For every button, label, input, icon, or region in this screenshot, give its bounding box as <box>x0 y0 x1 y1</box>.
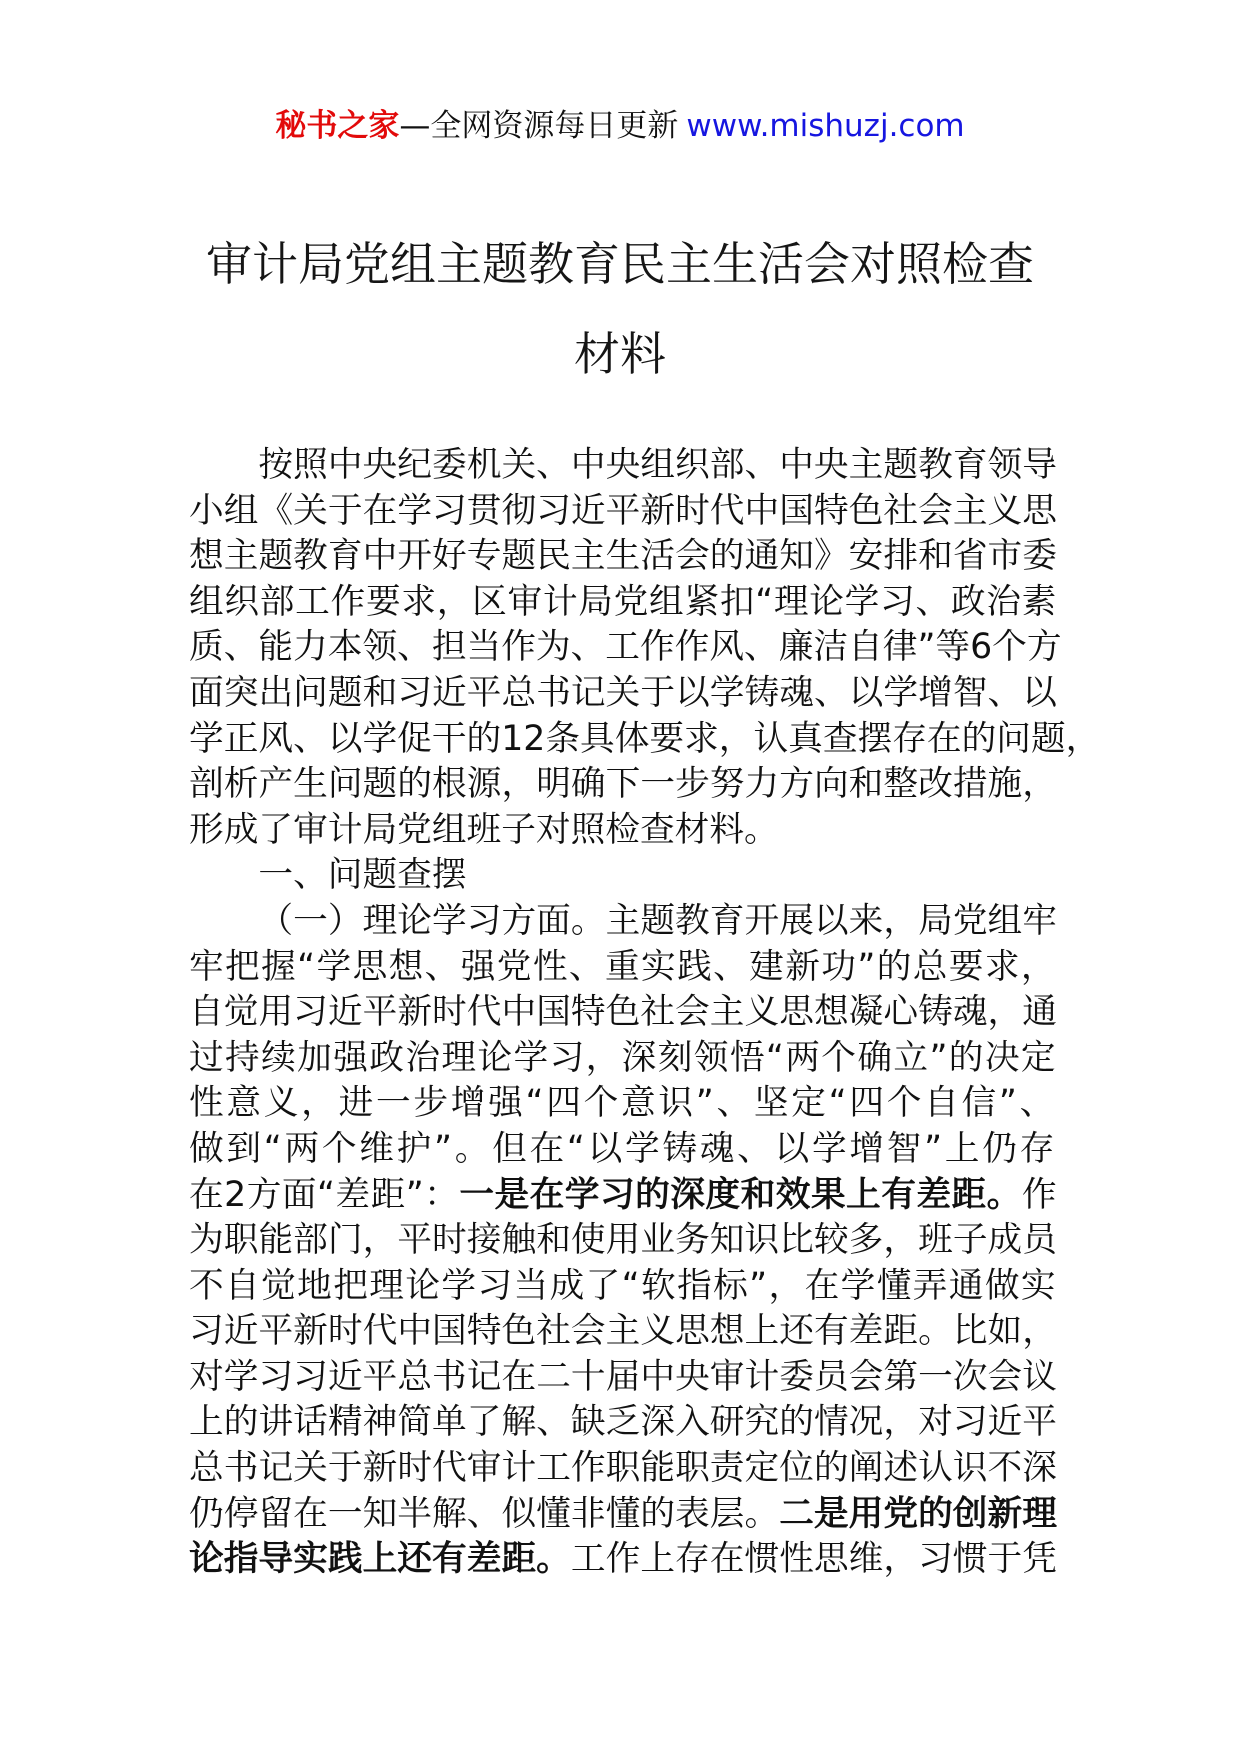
body-text: （一）理论学习方面。主题教育开展以来，局党组牢 <box>258 900 1057 941</box>
document-title <box>100 219 1140 399</box>
body-line <box>189 1127 1057 1173</box>
body-text: 作 <box>1021 1174 1057 1215</box>
body-text: 想主题教育中开好专题民主生活会的通知》安排和省市委 <box>189 536 1057 577</box>
site-url: www.mishuzj.com <box>686 108 965 144</box>
body-text: 质、能力本领、担当作为、工作作风、廉洁自律”等6个方 <box>189 627 1062 668</box>
body-text: 自觉用习近平新时代中国特色社会主义思想凝心铸魂，通 <box>189 992 1057 1033</box>
body-text: 组织部工作要求，区审计局党组紧扣“理论学习、政治素 <box>189 581 1057 622</box>
body-text: 一、问题查摆 <box>258 855 467 896</box>
body-text: 为职能部门，平时接触和使用业务知识比较多，班子成员 <box>189 1220 1057 1261</box>
body-text: 牢把握“学思想、强党性、重实践、建新功”的总要求， <box>189 946 1057 987</box>
body-text: 学正风、以学促干的12条具体要求，认真查摆存在的问题， <box>189 718 1101 759</box>
body-line <box>189 808 1057 854</box>
body-line <box>189 534 1057 580</box>
body-text: 在2方面“差距”： <box>189 1174 460 1215</box>
body-text: 总书记关于新时代审计工作职能职责定位的阐述认识不深 <box>189 1448 1057 1489</box>
body-line <box>189 1537 1057 1583</box>
document-body <box>189 443 1101 1583</box>
body-text: 不自觉地把理论学习当成了“软指标”，在学懂弄通做实 <box>189 1265 1057 1306</box>
body-text: 工作上存在惯性思维，习惯于凭 <box>570 1539 1057 1580</box>
site-brand: 秘书之家 <box>275 108 400 144</box>
body-text: 剖析产生问题的根源，明确下一步努力方向和整改措施， <box>189 764 1057 805</box>
body-line <box>189 489 1057 535</box>
body-text: 做到“两个维护”。但在“以学铸魂、以学增智”上仍存 <box>189 1128 1057 1169</box>
body-line <box>189 1264 1057 1310</box>
body-line <box>189 1036 1057 1082</box>
body-line <box>189 671 1057 717</box>
body-line <box>189 1081 1057 1127</box>
body-line <box>189 1492 1057 1538</box>
body-line <box>189 899 1057 945</box>
body-text: 仍停留在一知半解、似懂非懂的表层。 <box>189 1493 780 1534</box>
body-text: 按照中央纪委机关、中央组织部、中央主题教育领导 <box>258 445 1057 485</box>
body-text: 上的讲话精神简单了解、缺乏深入研究的情况，对习近平 <box>189 1402 1057 1443</box>
site-slogan: —全网资源每日更新 <box>399 108 679 144</box>
body-text-bold: 论指导实践上还有差距。 <box>189 1539 571 1580</box>
body-text: 面突出问题和习近平总书记关于以学铸魂、以学增智、以 <box>189 672 1057 713</box>
body-line <box>189 945 1057 991</box>
page-header <box>0 106 1240 146</box>
body-line <box>189 1446 1057 1492</box>
body-text: 小组《关于在学习贯彻习近平新时代中国特色社会主义思 <box>189 490 1057 531</box>
body-text: 习近平新时代中国特色社会主义思想上还有差距。比如， <box>189 1311 1057 1352</box>
body-text-bold: 二是用党的创新理 <box>779 1493 1057 1534</box>
title-line: 审计局党组主题教育民主生活会对照检查 <box>206 237 1034 291</box>
body-line <box>189 443 1057 489</box>
body-line <box>189 990 1057 1036</box>
body-text: 性意义，进一步增强“四个意识”、坚定“四个自信”、 <box>189 1083 1057 1124</box>
body-text: 形成了审计局党组班子对照检查材料。 <box>189 809 779 850</box>
title-line: 材料 <box>574 327 666 381</box>
body-line <box>189 1218 1057 1264</box>
body-line <box>189 580 1057 626</box>
section-heading <box>189 853 1057 899</box>
body-line <box>189 1173 1057 1219</box>
body-line <box>189 1309 1057 1355</box>
body-text-bold: 一是在学习的深度和效果上有差距。 <box>459 1174 1022 1215</box>
body-line <box>189 1400 1057 1446</box>
body-text: 过持续加强政治理论学习，深刻领悟“两个确立”的决定 <box>189 1037 1057 1078</box>
body-line <box>189 625 1062 671</box>
body-line <box>189 717 1101 763</box>
body-line <box>189 1355 1057 1401</box>
body-line <box>189 762 1057 808</box>
body-text: 对学习习近平总书记在二十届中央审计委员会第一次会议 <box>189 1356 1057 1397</box>
